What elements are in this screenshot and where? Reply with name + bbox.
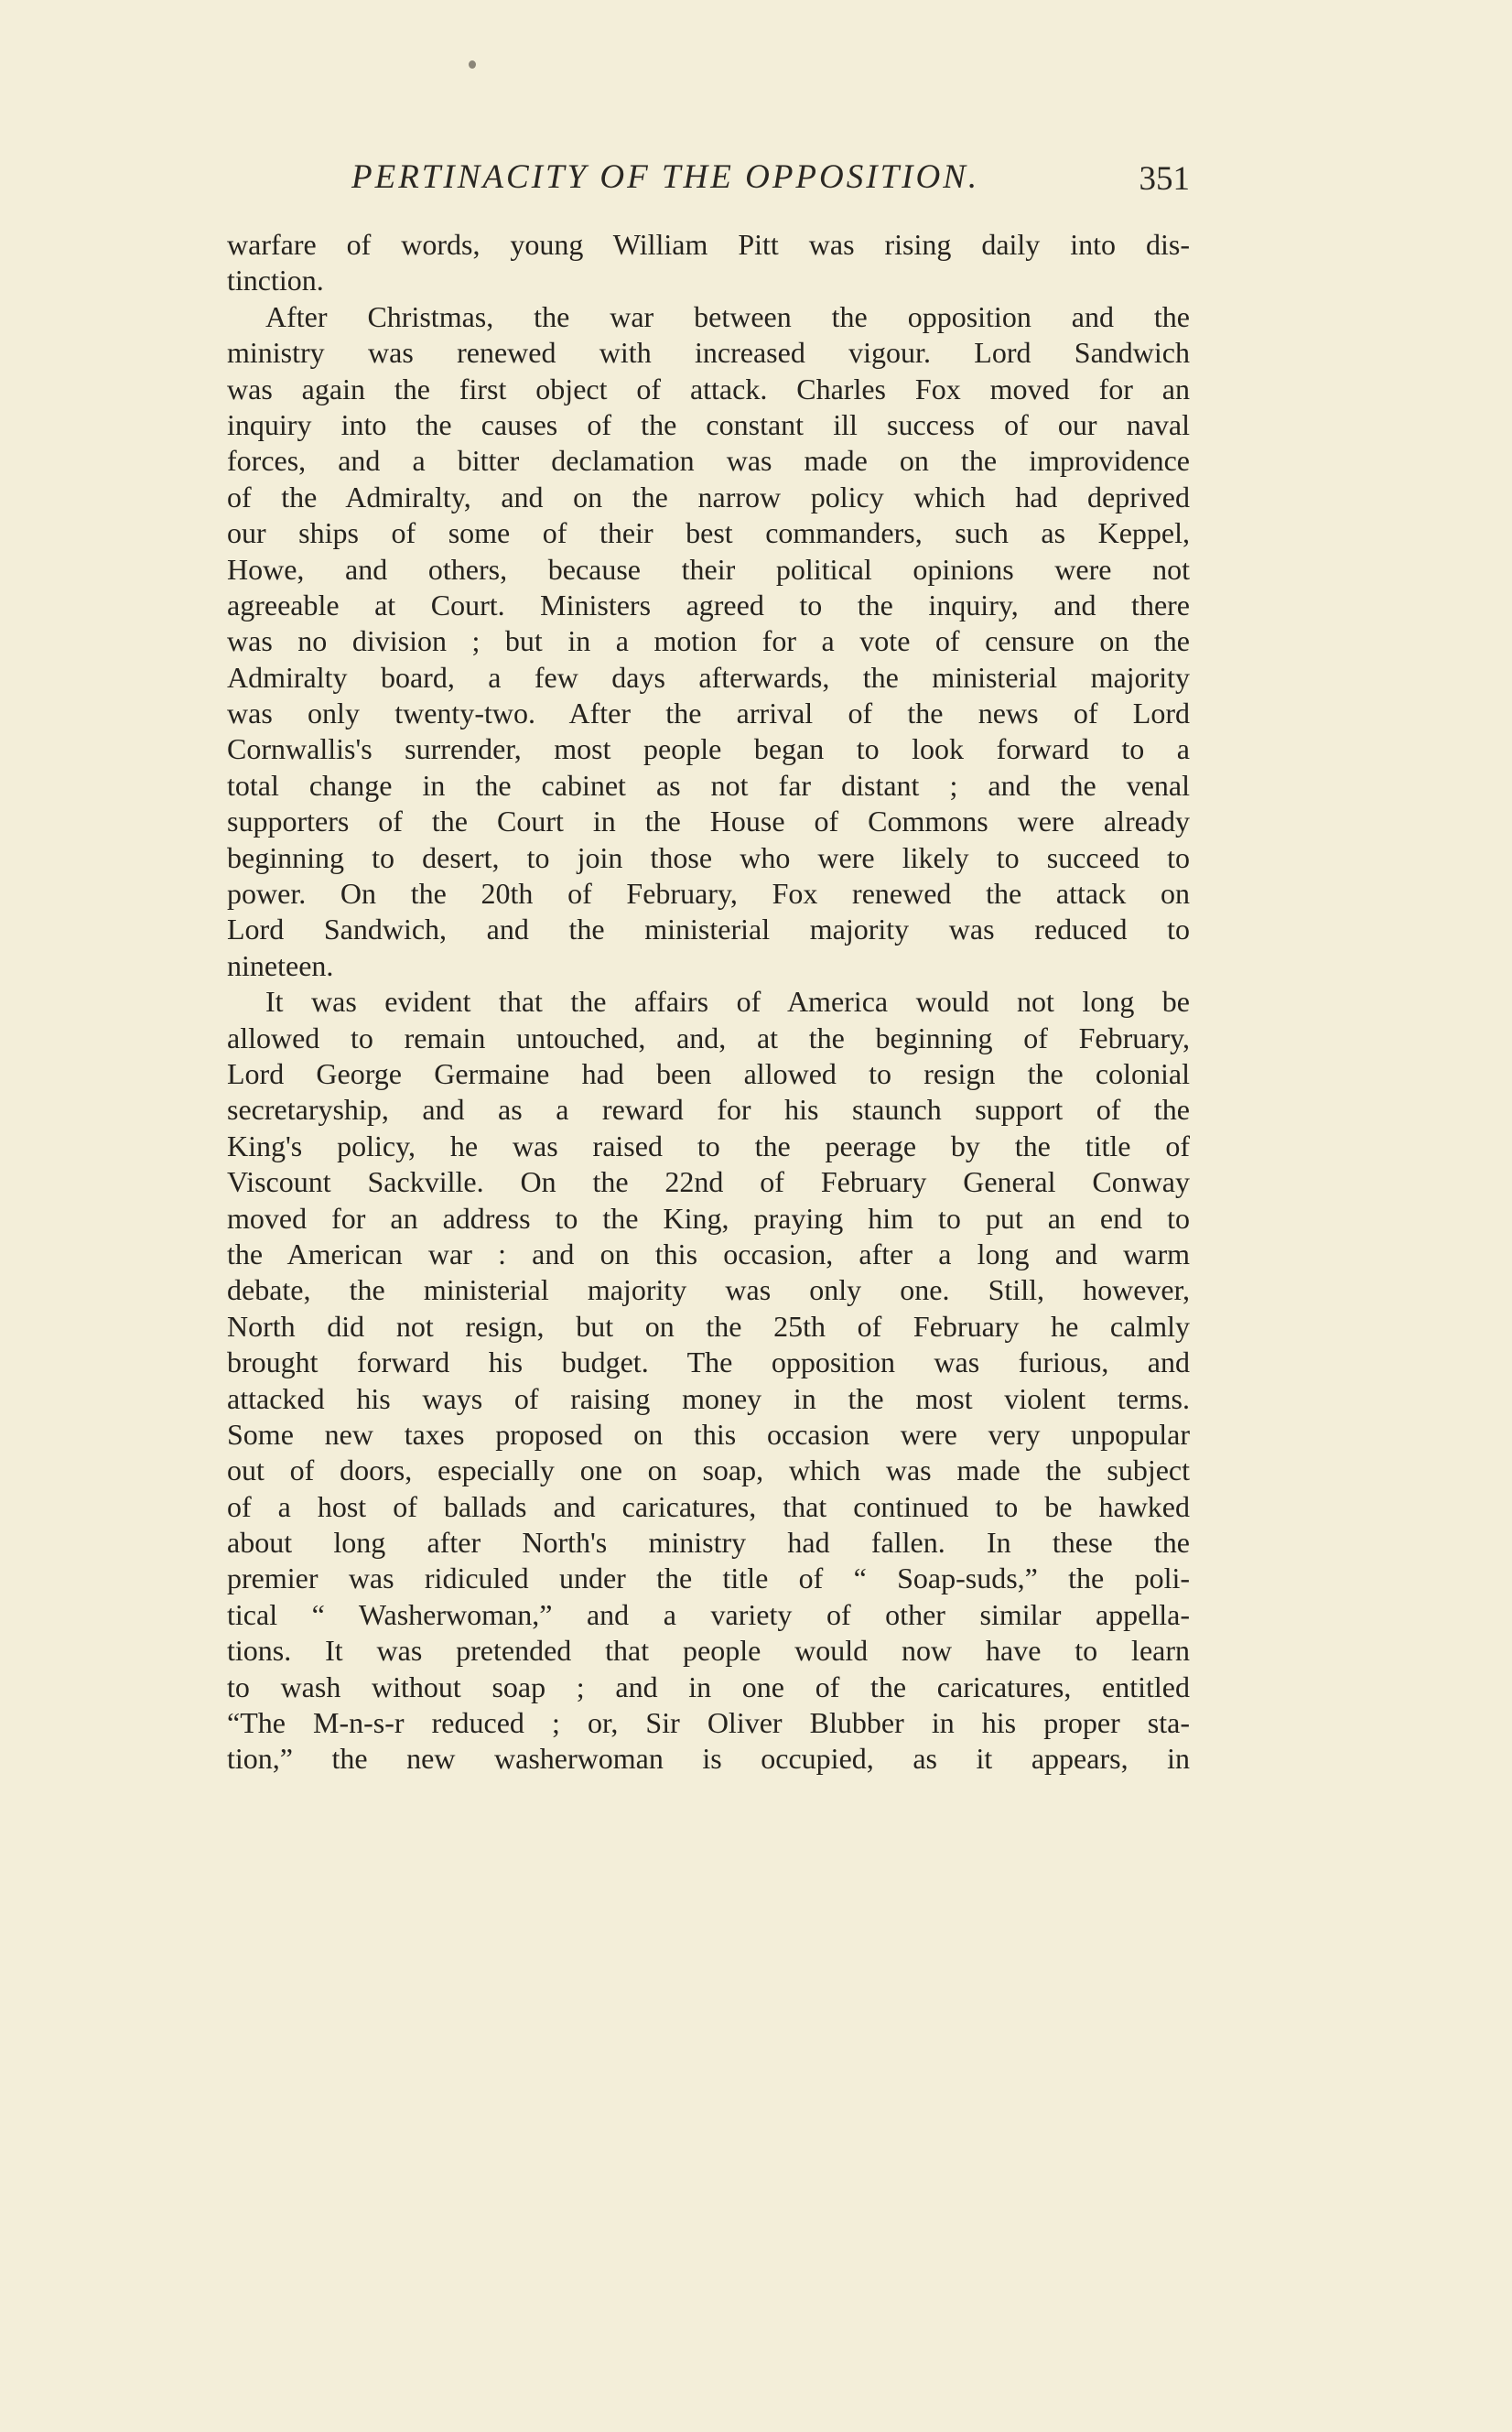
text-line: about long after North's ministry had fallen. In these the: [227, 1526, 1190, 1560]
text-line: debate, the ministerial majority was only one. Still, however,: [227, 1273, 1190, 1307]
text-line: out of doors, especially one on soap, which was made the subject: [227, 1454, 1190, 1487]
text-line: beginning to desert, to join those who were likely to succeed to: [227, 840, 1190, 874]
text-line: North did not resign, but on the 25th of February he calmly: [227, 1309, 1190, 1343]
text-line: warfare of words, young William Pitt was rising daily into dis-: [227, 228, 1190, 261]
text-line: premier was ridiculed under the title of “ Soap-suds,” the poli-: [227, 1562, 1190, 1595]
text-line: tions. It was pretended that people would now have to learn: [227, 1634, 1190, 1668]
text-line: Howe, and others, because their political opinions were not: [227, 552, 1190, 586]
text-line: “The M-n-s-r reduced ; or, Sir Oliver Blubber in his proper sta-: [227, 1706, 1190, 1740]
running-head: [227, 157, 1190, 212]
text-line: secretaryship, and as a reward for his staunch support of the: [227, 1093, 1190, 1127]
text-line: Admiralty board, a few days afterwards, the ministerial majority: [227, 660, 1190, 694]
text-line: was only twenty-two. After the arrival of the news of Lord: [227, 697, 1190, 730]
text-line: tinction.: [227, 264, 324, 297]
text-line: tion,” the new washerwoman is occupied, as it appears, in: [227, 1742, 1190, 1776]
ink-speck: [469, 60, 476, 69]
text-line: inquiry into the causes of the constant ill success of our naval: [227, 407, 1190, 441]
text-line: Viscount Sackville. On the 22nd of February General Conway: [227, 1165, 1190, 1199]
text-line: of the Admiralty, and on the narrow policy which had deprived: [227, 480, 1190, 513]
paragraph-first-line: After Christmas, the war between the opposition and the: [265, 299, 1190, 333]
text-line: attacked his ways of raising money in the most violent terms.: [227, 1381, 1190, 1415]
text-line: of a host of ballads and caricatures, that continued to be hawked: [227, 1489, 1190, 1523]
page-number: 351: [1139, 160, 1190, 198]
text-line: to wash without soap ; and in one of the caricatures, entitled: [227, 1670, 1190, 1703]
text-line: Lord George Germaine had been allowed to resign the colonial: [227, 1056, 1190, 1090]
text-line: Lord Sandwich, and the ministerial majority was reduced to: [227, 913, 1190, 946]
text-line: nineteen.: [227, 948, 334, 982]
text-line: moved for an address to the King, praying him to put an end to: [227, 1201, 1190, 1235]
body-text: [227, 227, 1190, 1778]
text-line: tical “ Washerwoman,” and a variety of other similar appella-: [227, 1597, 1190, 1631]
text-line: Some new taxes proposed on this occasion were very unpopular: [227, 1417, 1190, 1451]
text-line: supporters of the Court in the House of Commons were already: [227, 805, 1190, 838]
chapter-running-title: PERTINACITY OF THE OPPOSITION.: [351, 158, 980, 196]
text-line: our ships of some of their best commanders, such as Keppel,: [227, 516, 1190, 550]
text-line: total change in the cabinet as not far distant ; and the venal: [227, 768, 1190, 802]
text-line: agreeable at Court. Ministers agreed to the inquiry, and there: [227, 588, 1190, 622]
text-line: was again the first object of attack. Charles Fox moved for an: [227, 372, 1190, 405]
text-line: power. On the 20th of February, Fox renewed the attack on: [227, 877, 1190, 911]
text-line: was no division ; but in a motion for a vote of censure on the: [227, 624, 1190, 658]
paragraph-first-line: It was evident that the affairs of America would not long be: [265, 985, 1190, 1019]
text-line: the American war : and on this occasion, after a long and warm: [227, 1237, 1190, 1270]
text-line: ministry was renewed with increased vigour. Lord Sandwich: [227, 336, 1190, 370]
text-line: brought forward his budget. The opposition was furious, and: [227, 1346, 1190, 1379]
text-line: King's policy, he was raised to the peerage by the title of: [227, 1129, 1190, 1162]
text-line: Cornwallis's surrender, most people began to look forward to a: [227, 732, 1190, 766]
text-line: forces, and a bitter declamation was made on the improvidence: [227, 444, 1190, 478]
text-line: allowed to remain untouched, and, at the beginning of February,: [227, 1021, 1190, 1054]
